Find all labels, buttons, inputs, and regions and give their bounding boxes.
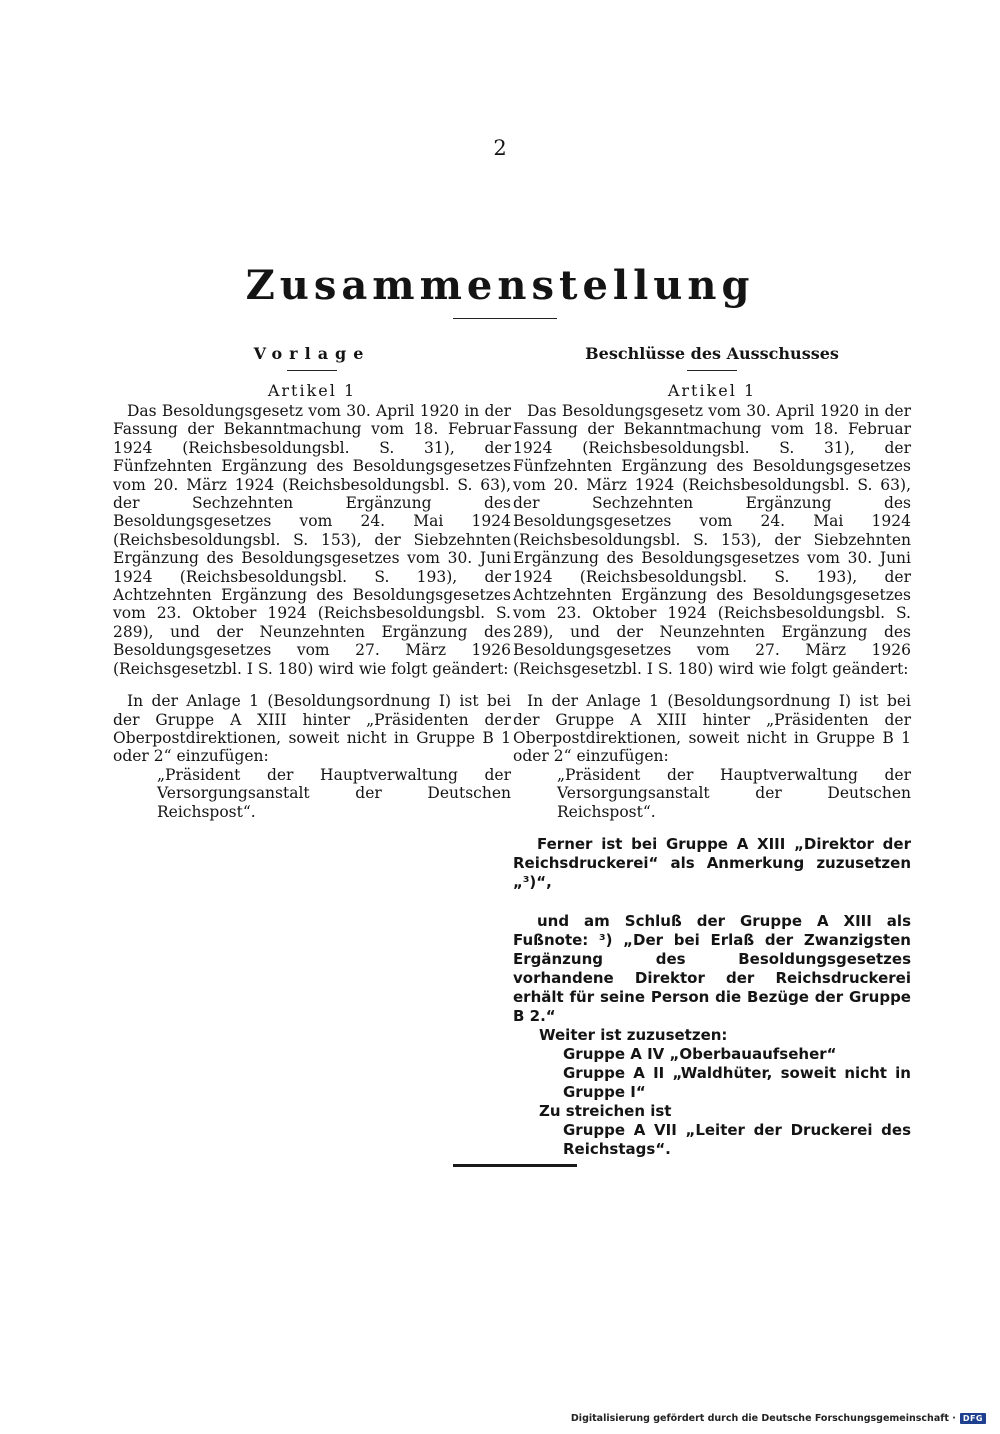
left-quote: „Präsident der Hauptverwaltung der Versorgungsanstalt der Deutschen Reichspost“. bbox=[157, 765, 511, 821]
page-number: 2 bbox=[493, 136, 507, 160]
footer-text: Digitalisierung gefördert durch die Deutsche Forschungsgemeinschaft · bbox=[570, 1413, 956, 1424]
title-rule bbox=[453, 318, 557, 319]
left-article-heading: Artikel 1 bbox=[267, 381, 357, 400]
right-paragraph-1: Das Besoldungsgesetz vom 30. April 1920 in der Fassung der Bekanntmachung vom 18. Februar 1924 (Reichsbesoldungsbl. S. 31), der Fünfzehnten Ergänzung des Besoldungsgesetzes vom 20. März 1924 (Reichsbesoldungsbl. S. 63), der Sechzehnten Ergänzung des Besoldungsgesetzes vom 24. Mai 1924 (Reichsbesoldungsbl. S. 153), der Siebzehnten Ergänzung des Besoldungsgesetzes vom 30. Juni 1924 (Reichsbesoldungsbl. S. 193), der Achtzehnten Ergänzung des Besoldungsgesetzes vom 23. Oktober 1924 (Reichsbesoldungsbl. S. 289), und der Neunzehnten Ergänzung des Besoldungsgesetzes vom 27. März 1926 (Reichsgesetzbl. I S. 180) wird wie folgt geändert: bbox=[513, 402, 911, 678]
amendment-fussnote: und am Schluß der Gruppe A XIII als Fußnote: ³) „Der bei Erlaß der Zwanzigsten Ergänzung des Besoldungsgesetzes vorhandene Direktor der Reichsdruckerei erhält für seine Person die Bezüge der Gruppe B 2.“ bbox=[513, 911, 911, 1025]
amendment-weiter-item-2: Gruppe A II „Waldhüter, soweit nicht in Gruppe I“ bbox=[563, 1063, 911, 1101]
right-article-heading: Artikel 1 bbox=[667, 381, 757, 400]
amendment-weiter: Weiter ist zuzusetzen: bbox=[539, 1025, 728, 1044]
amendment-streichen-item-1: Gruppe A VII „Leiter der Druckerei des Reichstags“. bbox=[563, 1120, 911, 1158]
right-paragraph-2: In der Anlage 1 (Besoldungsordnung I) ist bei der Gruppe A XIII hinter „Präsidenten der Oberpostdirektionen, soweit nicht in Gruppe B 1 oder 2“ einzufügen: bbox=[513, 692, 911, 766]
left-paragraph-1: Das Besoldungsgesetz vom 30. April 1920 in der Fassung der Bekanntmachung vom 18. Februar 1924 (Reichsbesoldungsbl. S. 31), der Fünfzehnten Ergänzung des Besoldungsgesetzes vom 20. März 1924 (Reichsbesoldungsbl. S. 63), der Sechzehnten Ergänzung des Besoldungsgesetzes vom 24. Mai 1924 (Reichsbesoldungsbl. S. 153), der Siebzehnten Ergänzung des Besoldungsgesetzes vom 30. Juni 1924 (Reichsbesoldungsbl. S. 193), der Achtzehnten Ergänzung des Besoldungsgesetzes vom 23. Oktober 1924 (Reichsbesoldungsbl. S. 289), und der Neunzehnten Ergänzung des Besoldungsgesetzes vom 27. März 1926 (Reichsgesetzbl. I S. 180) wird wie folgt geändert: bbox=[113, 402, 511, 678]
funding-footer bbox=[571, 1413, 986, 1424]
right-column-heading: Beschlüsse des Ausschusses bbox=[585, 344, 839, 363]
left-heading-rule bbox=[287, 370, 337, 371]
right-quote: „Präsident der Hauptverwaltung der Versorgungsanstalt der Deutschen Reichspost“. bbox=[557, 765, 911, 821]
page-title: Zusammenstellung bbox=[245, 262, 755, 309]
right-heading-rule bbox=[687, 370, 737, 371]
left-column-heading: Vorlage bbox=[253, 344, 371, 363]
left-column bbox=[113, 344, 511, 821]
dfg-logo: DFG bbox=[960, 1413, 986, 1424]
right-column bbox=[513, 344, 911, 1159]
left-paragraph-2: In der Anlage 1 (Besoldungsordnung I) ist bei der Gruppe A XIII hinter „Präsidenten der Oberpostdirektionen, soweit nicht in Gruppe B 1 oder 2“ einzufügen: bbox=[113, 692, 511, 766]
amendment-weiter-item-1: Gruppe A IV „Oberbauaufseher“ bbox=[563, 1044, 837, 1063]
amendment-streichen: Zu streichen ist bbox=[539, 1101, 672, 1120]
closing-rule bbox=[453, 1164, 577, 1167]
amendment-ferner: Ferner ist bei Gruppe A XIII „Direktor der Reichsdruckerei“ als Anmerkung zuzusetzen „³)“, bbox=[513, 834, 911, 891]
